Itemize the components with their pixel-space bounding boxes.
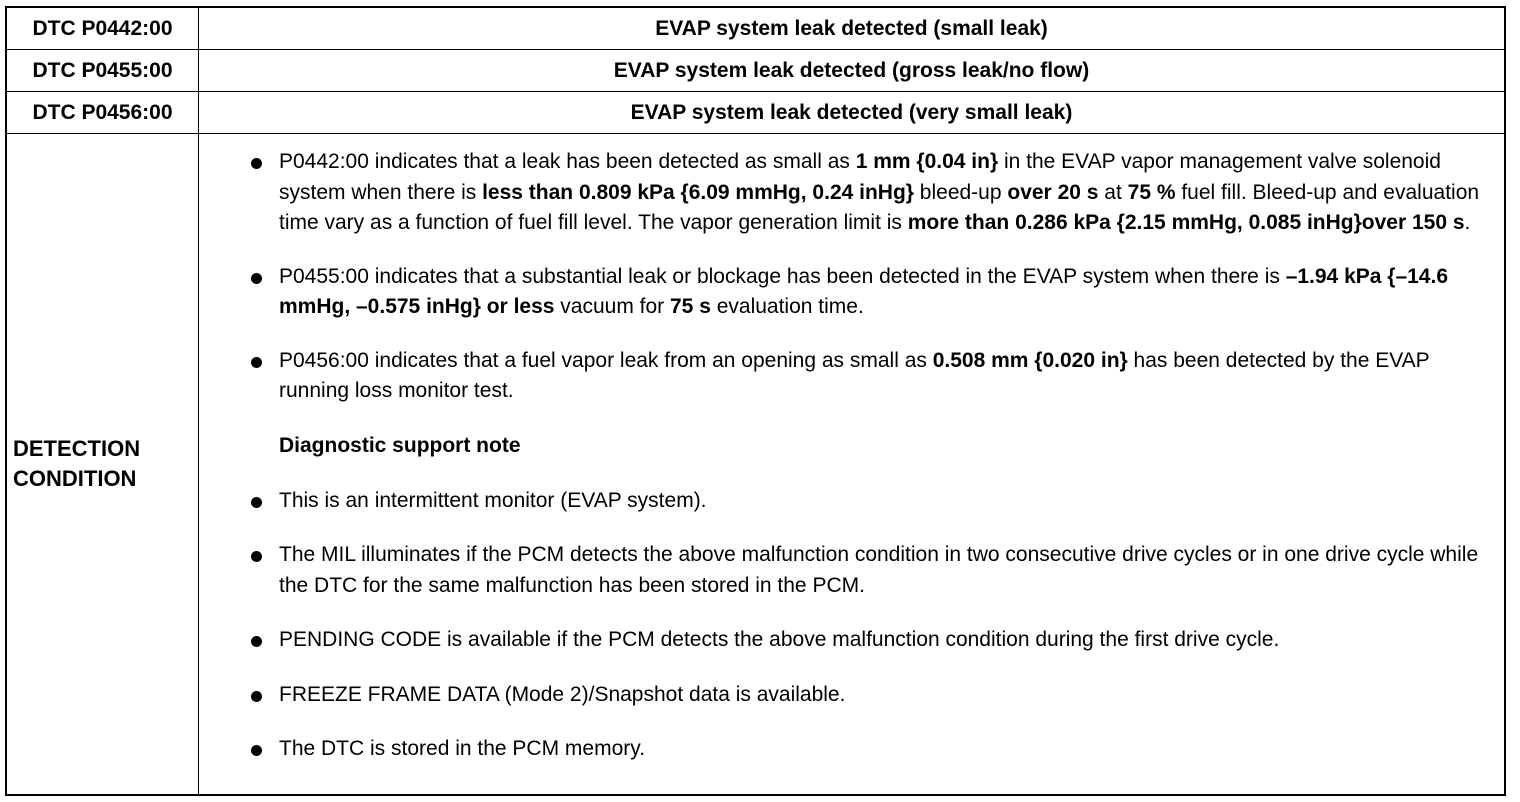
note-item bbox=[199, 540, 1494, 601]
detection-condition-row bbox=[7, 134, 1504, 794]
bullet-dot-icon bbox=[251, 357, 262, 368]
bullet-dot-icon bbox=[251, 691, 262, 702]
text: vacuum for bbox=[554, 295, 670, 318]
text: evaluation time. bbox=[710, 295, 864, 318]
text: This is an intermittent monitor (EVAP system). bbox=[279, 488, 707, 512]
diagnostic-support-note-title: Diagnostic support note bbox=[279, 433, 521, 457]
text: in the EVAP vapor management valve solenoid system when there is bbox=[279, 150, 1441, 204]
text: The DTC is stored in the PCM memory. bbox=[279, 737, 646, 760]
bullet-dot-icon bbox=[251, 497, 262, 508]
bold-text: more than 0.286 kPa {2.15 mmHg, 0.085 inHg}over 150 s bbox=[907, 211, 1465, 234]
bullet-dot-icon bbox=[251, 158, 262, 169]
dtc-description: EVAP system leak detected (very small leak) bbox=[630, 100, 1073, 124]
note-item bbox=[199, 680, 1494, 711]
text: The MIL illuminates if the PCM detects the above malfunction condition in two consecutive drive cycles or in one drive cycle while the DTC for the same malfunction has been stored in the PCM. bbox=[279, 543, 1479, 597]
detection-condition-label bbox=[7, 134, 199, 794]
note-item bbox=[199, 486, 1494, 517]
bold-text: 0.508 mm {0.020 in} bbox=[932, 348, 1128, 372]
detection-label-line2: CONDITION bbox=[13, 466, 137, 491]
text: P0456:00 indicates that a fuel vapor leak from an opening as small as bbox=[279, 348, 933, 372]
bold-text: over 20 s bbox=[1007, 180, 1099, 204]
bold-text: 1 mm {0.04 in} bbox=[855, 150, 999, 173]
text: fuel fill. Bleed-up and evaluation time vary as a function of fuel fill level. The vapor generation limit is bbox=[279, 180, 1480, 234]
detection-label-line1: DETECTION bbox=[13, 436, 141, 461]
bullet-dot-icon bbox=[251, 745, 262, 756]
dtc-code: DTC P0456:00 bbox=[7, 92, 199, 133]
dtc-code: DTC P0455:00 bbox=[7, 50, 199, 91]
text: P0442:00 indicates that a leak has been detected as small as bbox=[279, 150, 856, 173]
text: bleed-up bbox=[913, 180, 1008, 204]
table-row bbox=[7, 8, 1504, 50]
note-item bbox=[199, 625, 1494, 656]
bullet-dot-icon bbox=[251, 551, 262, 562]
text: P0455:00 indicates that a substantial leak or blockage has been detected in the EVAP system when there is bbox=[279, 264, 1286, 288]
bold-text: less than 0.809 kPa {6.09 mmHg, 0.24 inHg} bbox=[482, 180, 914, 204]
text: at bbox=[1098, 180, 1128, 204]
dtc-description: EVAP system leak detected (gross leak/no flow) bbox=[613, 58, 1090, 82]
table-row bbox=[7, 50, 1504, 92]
detection-condition-content bbox=[199, 134, 1504, 794]
bullet-p0456 bbox=[199, 346, 1494, 407]
table-row bbox=[7, 92, 1504, 134]
dtc-table bbox=[5, 6, 1506, 796]
bold-text: 75 % bbox=[1127, 180, 1176, 204]
dtc-description: EVAP system leak detected (small leak) bbox=[655, 16, 1048, 40]
bullet-dot-icon bbox=[251, 636, 262, 647]
dtc-code: DTC P0442:00 bbox=[7, 8, 199, 49]
note-item bbox=[199, 734, 1494, 765]
bold-text: –1.94 kPa {–14.6 mmHg, –0.575 inHg} or less bbox=[279, 264, 1448, 318]
text: has been detected by the EVAP running loss monitor test. bbox=[279, 348, 1430, 402]
text: PENDING CODE is available if the PCM detects the above malfunction condition during the first drive cycle. bbox=[279, 628, 1280, 651]
text: FREEZE FRAME DATA (Mode 2)/Snapshot data is available. bbox=[279, 682, 846, 706]
bullet-dot-icon bbox=[251, 273, 262, 284]
bold-text: 75 s bbox=[670, 295, 711, 318]
bullet-p0442 bbox=[199, 147, 1494, 239]
text: . bbox=[1464, 211, 1471, 234]
bullet-p0455 bbox=[199, 262, 1494, 323]
